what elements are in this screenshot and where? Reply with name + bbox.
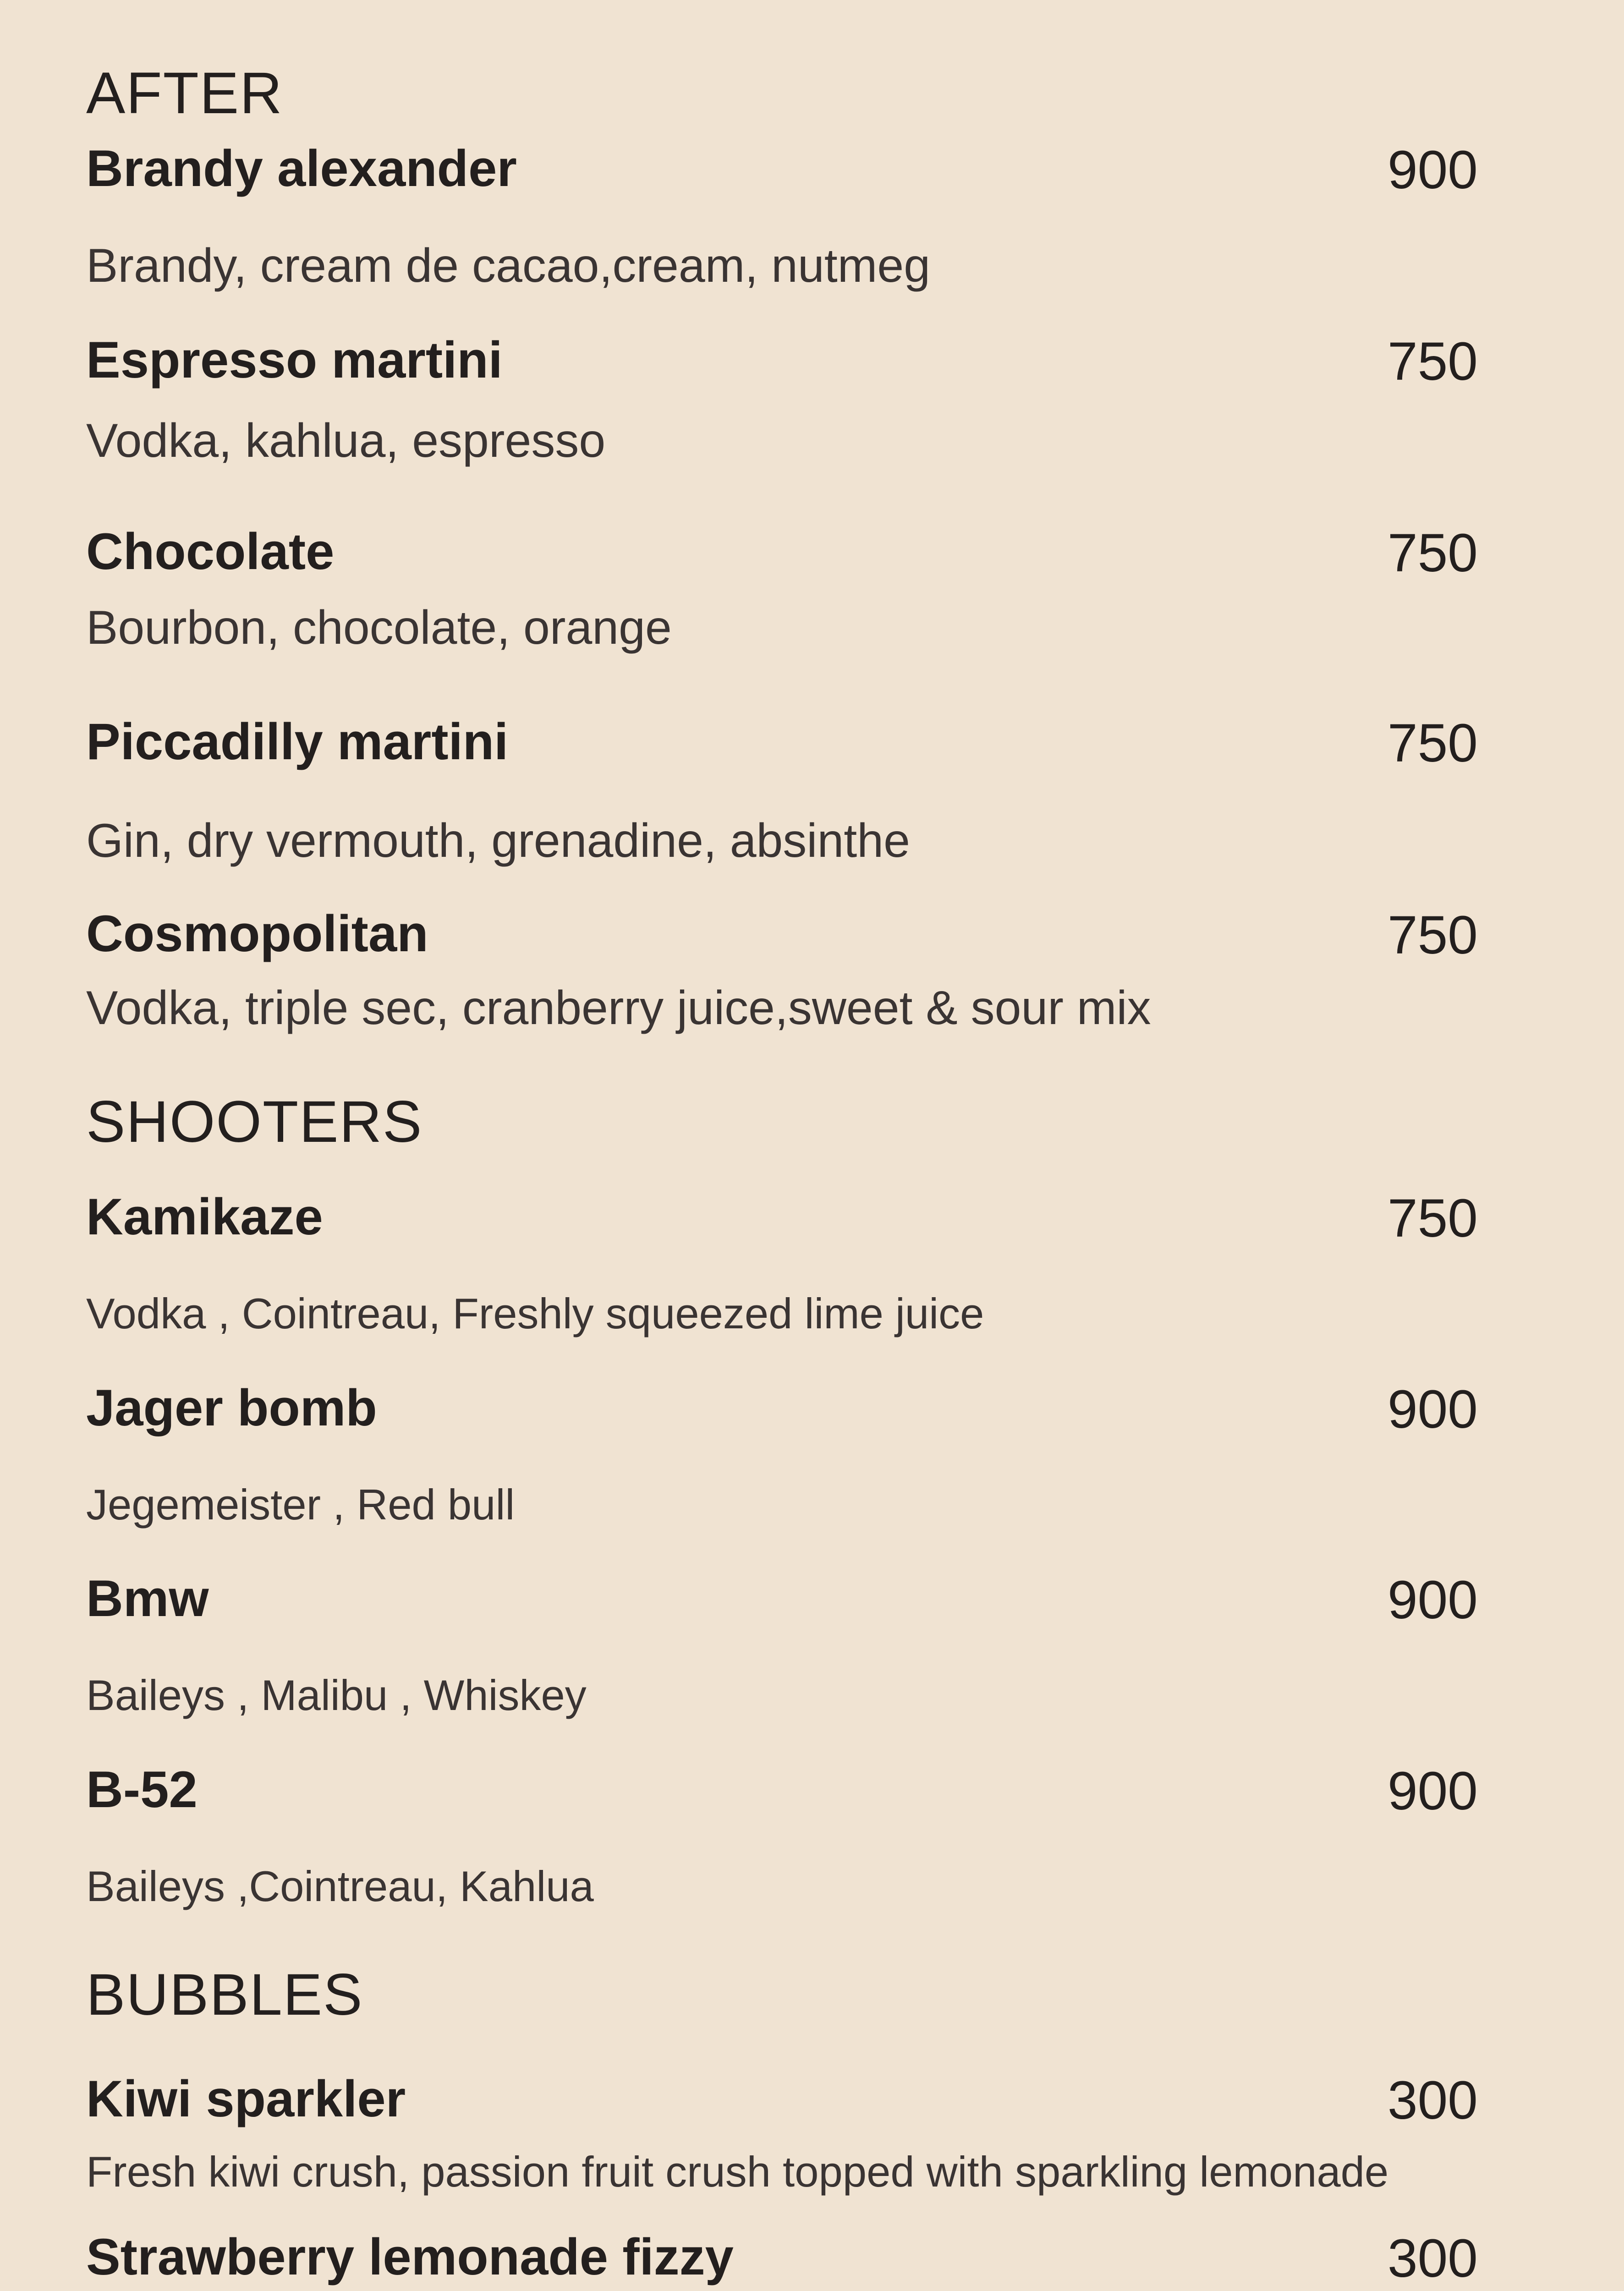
item-description: Gin, dry vermouth, grenadine, absinthe (86, 814, 910, 867)
item-name: Kiwi sparkler (86, 2070, 406, 2127)
item-price: 900 (1388, 1379, 1478, 1440)
item-description: Baileys , Malibu , Whiskey (86, 1671, 587, 1719)
item-price: 300 (1388, 2070, 1478, 2131)
item-name: Strawberry lemonade fizzy (86, 2228, 734, 2286)
section-title-shooters: SHOOTERS (86, 1089, 423, 1155)
item-description: Fresh kiwi crush, passion fruit crush topped with sparkling lemonade (86, 2148, 1389, 2196)
item-description: Vodka, kahlua, espresso (86, 414, 606, 467)
item-name: Kamikaze (86, 1188, 323, 1245)
item-price: 750 (1388, 713, 1478, 773)
item-name: Cosmopolitan (86, 905, 428, 962)
item-name: Brandy alexander (86, 140, 517, 197)
item-price: 900 (1388, 1761, 1478, 1821)
item-description: Vodka, triple sec, cranberry juice,sweet & sour mix (86, 981, 1151, 1035)
item-price: 900 (1388, 140, 1478, 200)
item-price: 300 (1388, 2228, 1478, 2289)
item-price: 750 (1388, 1188, 1478, 1249)
section-title-after: AFTER (86, 60, 283, 126)
item-description: Jegemeister , Red bull (86, 1480, 515, 1529)
item-price: 750 (1388, 905, 1478, 965)
item-description: Brandy, cream de cacao,cream, nutmeg (86, 239, 931, 292)
item-description: Baileys ,Cointreau, Kahlua (86, 1862, 594, 1910)
item-name: Espresso martini (86, 331, 503, 389)
item-name: Piccadilly martini (86, 713, 509, 770)
item-name: Bmw (86, 1570, 209, 1627)
item-description: Vodka , Cointreau, Freshly squeezed lime juice (86, 1289, 984, 1337)
item-name: B-52 (86, 1761, 198, 1818)
item-description: Bourbon, chocolate, orange (86, 601, 672, 654)
item-name: Chocolate (86, 523, 335, 580)
section-title-bubbles: BUBBLES (86, 1962, 363, 2028)
item-name: Jager bomb (86, 1379, 377, 1436)
item-price: 900 (1388, 1570, 1478, 1630)
item-price: 750 (1388, 331, 1478, 392)
item-price: 750 (1388, 523, 1478, 583)
